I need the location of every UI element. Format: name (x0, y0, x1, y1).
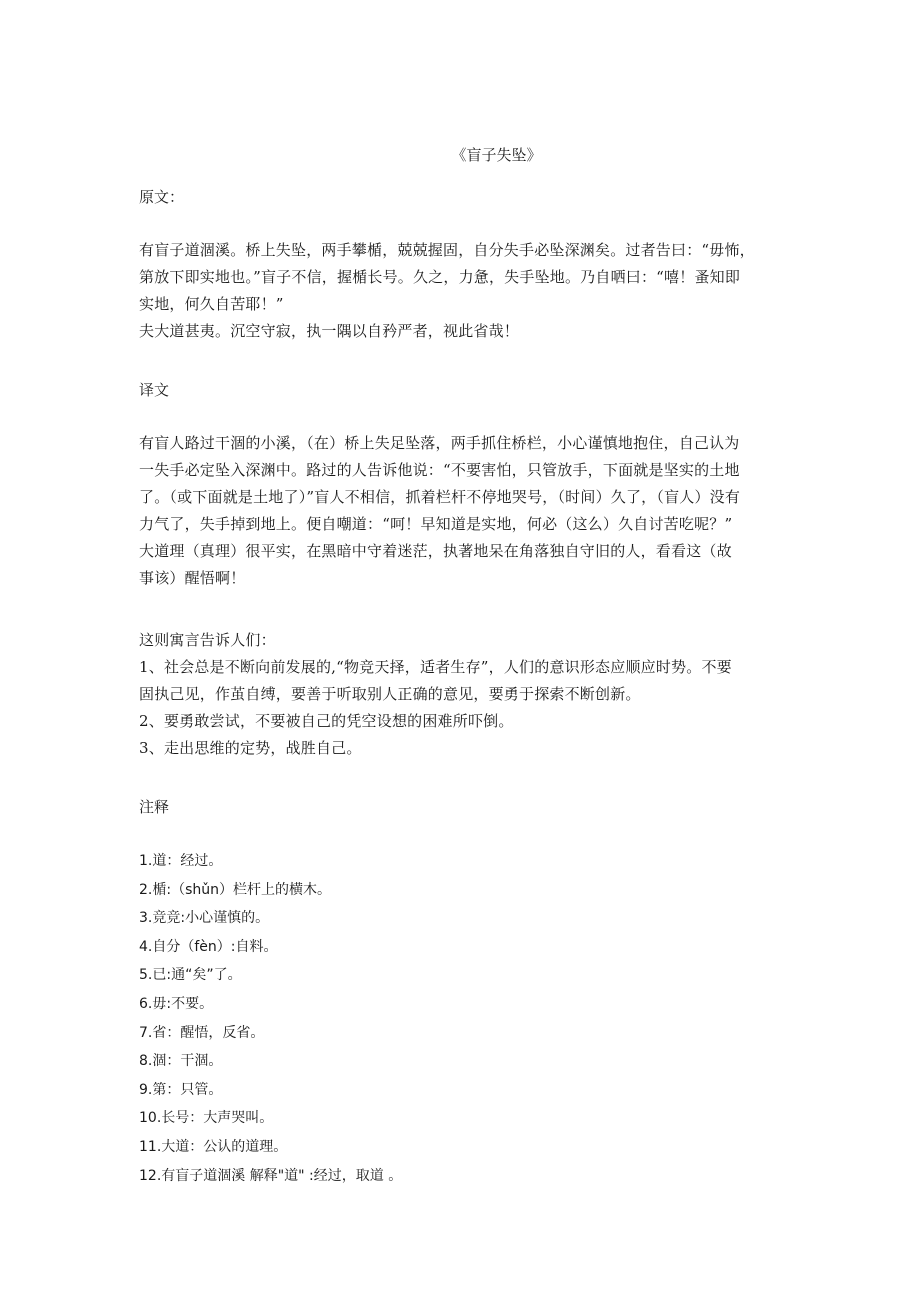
original-line: 有盲子道涸溪。桥上失坠，两手攀楯，兢兢握固，自分失手必坠深渊矣。过者告曰：“毋怖， (139, 241, 755, 259)
translation-line: 有盲人路过干涸的小溪，（在）桥上失足坠落，两手抓住桥栏，小心谨慎地抱住，自己认为 (139, 434, 740, 452)
notes-label-block (139, 796, 799, 818)
document-title: 《盲子失坠》 (451, 146, 542, 164)
note-item: 6.毋:不要。 (139, 995, 214, 1012)
translation-line: 了。（或下面就是土地了）”盲人不相信，抓着栏杆不停地哭号，（时间）久了，（盲人）没有 (139, 488, 741, 506)
moral-line: 1、社会总是不断向前发展的,“物竞天择，适者生存”，人们的意识形态应顺应时势。不要 (139, 658, 732, 676)
moral-block (139, 627, 799, 762)
moral-label: 这则寓言告诉人们： (139, 631, 276, 649)
original-line: 夫大道甚夷。沉空守寂，执一隅以自矜严者，视此省哉！ (139, 322, 520, 340)
translation-line: 一失手必定坠入深渊中。路过的人告诉他说：“不要害怕，只管放手，下面就是坚实的土地 (139, 461, 740, 479)
original-label: 原文： (139, 188, 185, 206)
translation-line: 力气了，失手掉到地上。便自嘲道：“呵！早知道是实地，何必（这么）久自讨苦吃呢？” (139, 515, 733, 533)
original-text (139, 237, 799, 345)
translation-line: 大道理（真理）很平实，在黑暗中守着迷茫，执著地呆在角落独自守旧的人，看看这（故 (139, 542, 732, 560)
moral-line: 固执己见，作茧自缚，要善于听取别人正确的意见，要勇于探索不断创新。 (139, 685, 641, 703)
notes-label: 注释 (139, 798, 170, 816)
note-item: 8.涸：干涸。 (139, 1053, 223, 1070)
note-item: 12.有盲子道涸溪 解释"道" :经过，取道 。 (139, 1167, 403, 1184)
original-label-block (139, 186, 799, 208)
translation-line: 事该）醒悟啊！ (139, 569, 246, 587)
note-item: 1.道：经过。 (139, 853, 223, 869)
translation-label: 译文 (139, 381, 170, 399)
note-item: 3.竞竞:小心谨慎的。 (139, 910, 270, 927)
translation-text (139, 430, 799, 592)
note-item: 10.长号：大声哭叫。 (139, 1110, 274, 1127)
moral-line: 2、要勇敢尝试，不要被自己的凭空设想的困难所吓倒。 (139, 712, 514, 730)
notes-list (139, 847, 799, 1190)
note-item: 5.已:通“矣”了。 (139, 967, 242, 984)
note-item: 4.自分（fèn）:自料。 (139, 938, 278, 955)
moral-line: 3、走出思维的定势，战胜自己。 (139, 739, 362, 757)
original-line: 第放下即实地也。”盲子不信，握楯长号。久之，力惫，失手坠地。乃自哂曰：“嘻！蚤知即 (139, 268, 741, 286)
translation-label-block (139, 379, 799, 401)
note-item: 9.第：只管。 (139, 1081, 223, 1098)
original-line: 实地，何久自苦耶！” (139, 295, 284, 313)
note-item: 11.大道：公认的道理。 (139, 1138, 288, 1155)
note-item: 2.楯:（shǔn）栏杆上的横木。 (139, 881, 331, 898)
note-item: 7.省：醒悟，反省。 (139, 1024, 265, 1041)
